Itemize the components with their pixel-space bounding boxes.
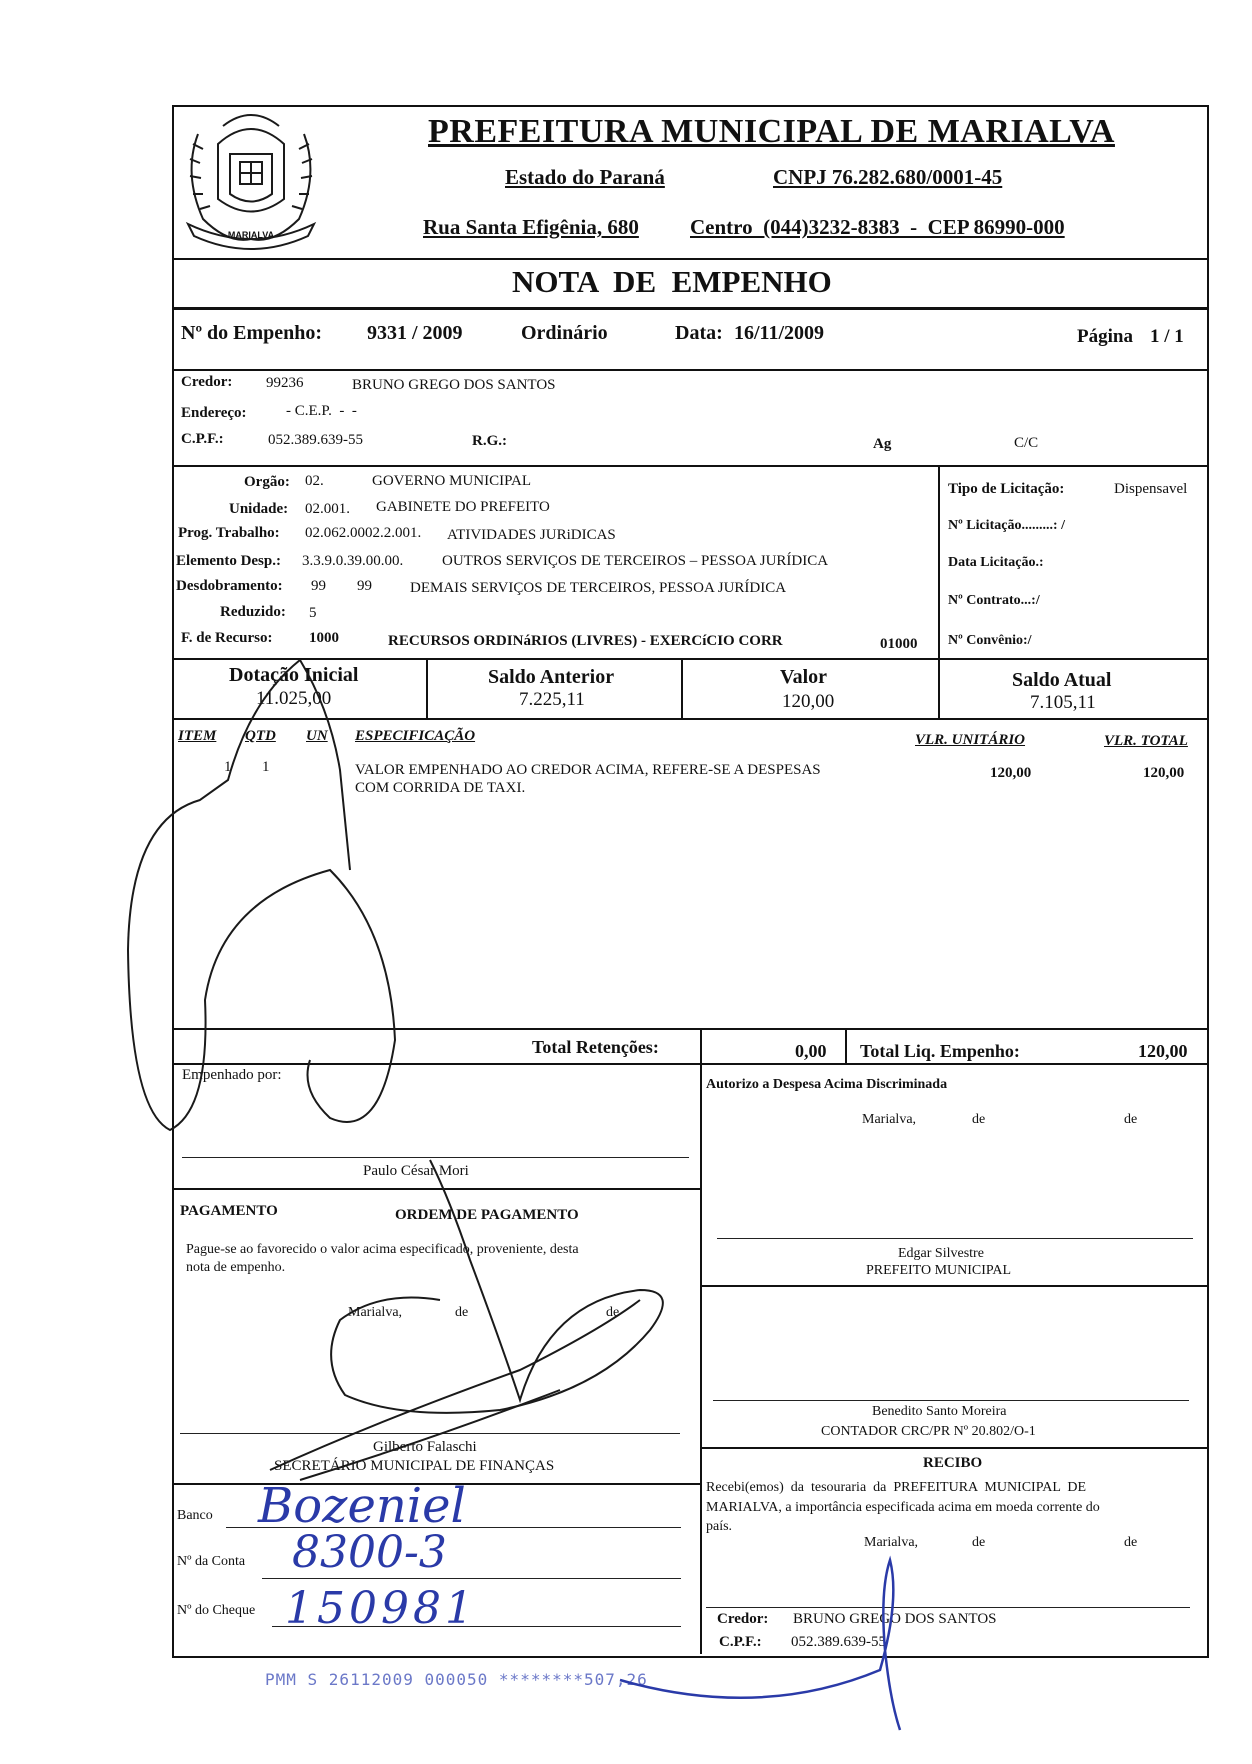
saldo-anterior-label: Saldo Anterior	[488, 666, 615, 688]
secretario-name: Gilberto Falaschi	[373, 1439, 477, 1455]
col-header-qtd: QTD	[245, 728, 276, 744]
empenho-date-label: Data:	[675, 322, 723, 344]
banco-value: Bozeniel	[258, 1478, 466, 1534]
cc-label: C/C	[1014, 435, 1039, 451]
col-header-vlr-unitario: VLR. UNITÁRIO	[915, 732, 1026, 748]
orgao-label: Orgão:	[244, 474, 290, 490]
recibo-text1: Recebi(emos) da tesouraria da PREFEITURA MUNICIPAL DE	[706, 1480, 1087, 1495]
valor-label: Valor	[780, 666, 828, 688]
empenho-date-value: 16/11/2009	[734, 322, 825, 344]
total-liq-value: 120,00	[1138, 1041, 1188, 1061]
prog-name: ATIVIDADES JURiDICAS	[447, 527, 616, 543]
autorizo-de1: de	[972, 1112, 986, 1127]
recibo-de1: de	[972, 1535, 986, 1550]
prefeito-role: PREFEITO MUNICIPAL	[866, 1263, 1012, 1278]
num-contrato: Nº Contrato...:/	[948, 593, 1040, 608]
prog-code: 02.062.0002.2.001.	[305, 525, 422, 541]
page-value: 1 / 1	[1150, 326, 1184, 347]
total-retencoes-value: 0,00	[795, 1041, 827, 1061]
tipo-licitacao-label: Tipo de Licitação:	[948, 481, 1065, 497]
autorizo-place: Marialva,	[862, 1112, 917, 1127]
fonte-code: 1000	[309, 630, 339, 646]
col-header-vlr-total: VLR. TOTAL	[1104, 733, 1188, 749]
empenho-number-label: Nº do Empenho:	[181, 322, 323, 344]
desd-code2: 99	[357, 578, 372, 594]
fonte-label: F. de Recurso:	[181, 630, 273, 646]
empenhado-label: Empenhado por:	[182, 1067, 282, 1083]
pagamento-de1: de	[455, 1305, 469, 1320]
crest-banner-text: MARIALVA	[227, 230, 275, 240]
elem-name: OUTROS SERVIÇOS DE TERCEIROS – PESSOA JURÍDICA	[442, 553, 829, 569]
prefeito-name: Edgar Silvestre	[898, 1246, 984, 1261]
desd-code1: 99	[311, 578, 326, 594]
row-item: 1	[224, 759, 232, 775]
recibo-title: RECIBO	[923, 1455, 983, 1471]
contador-name: Benedito Santo Moreira	[872, 1404, 1007, 1419]
orgao-name: GOVERNO MUNICIPAL	[372, 473, 532, 489]
orgao-code: 02.	[305, 473, 324, 489]
conta-label: Nº da Conta	[177, 1554, 246, 1569]
header-state: Estado do Paraná	[505, 165, 665, 189]
reduzido-label: Reduzido:	[220, 604, 286, 620]
mechanical-stamp: PMM S 26112009 000050 ********507,26	[265, 1670, 648, 1689]
recibo-text2: MARIALVA, a importância especificada acima em moeda corrente do	[706, 1500, 1100, 1515]
cheque-value: 150981	[285, 1583, 477, 1634]
row-qtd: 1	[262, 759, 270, 775]
fonte-num: 01000	[880, 636, 918, 652]
pagamento-text1: Pague-se ao favorecido o valor acima especificado, proveniente, desta	[186, 1242, 579, 1257]
total-liq-label: Total Liq. Empenho:	[860, 1041, 1020, 1061]
saldo-atual-value: 7.105,11	[1030, 692, 1096, 713]
cpf-value: 052.389.639-55	[268, 432, 363, 448]
empenho-type: Ordinário	[521, 322, 608, 344]
ordem-pagamento-label: ORDEM DE PAGAMENTO	[395, 1207, 579, 1223]
row-desc-line1: VALOR EMPENHADO AO CREDOR ACIMA, REFERE-SE A DESPESAS	[355, 762, 821, 778]
tipo-licitacao-value: Dispensavel	[1114, 481, 1188, 497]
pagamento-de2: de	[606, 1305, 620, 1320]
pagamento-text2: nota de empenho.	[186, 1260, 286, 1275]
recibo-credor-value: BRUNO GREGO DOS SANTOS	[793, 1611, 997, 1627]
dotacao-value: 11.025,00	[256, 688, 332, 709]
unidade-label: Unidade:	[229, 501, 289, 517]
cpf-label: C.P.F.:	[181, 431, 224, 447]
elem-code: 3.3.9.0.39.00.00.	[302, 553, 404, 569]
recibo-text3: país.	[706, 1519, 733, 1534]
contador-role: CONTADOR CRC/PR Nº 20.802/O-1	[821, 1424, 1036, 1439]
valor-value: 120,00	[782, 691, 835, 712]
empenhado-name: Paulo César Mori	[363, 1163, 469, 1179]
reduzido-value: 5	[309, 605, 317, 621]
row-total: 120,00	[1143, 765, 1185, 781]
autorizo-de2: de	[1124, 1112, 1138, 1127]
saldo-atual-label: Saldo Atual	[1012, 669, 1112, 691]
data-licitacao: Data Licitação.:	[948, 555, 1044, 570]
recibo-cpf-label: C.P.F.:	[719, 1634, 762, 1650]
unidade-name: GABINETE DO PREFEITO	[376, 499, 550, 515]
credor-label: Credor:	[181, 374, 233, 390]
header-title: PREFEITURA MUNICIPAL DE MARIALVA	[428, 113, 1115, 150]
recibo-de2: de	[1124, 1535, 1138, 1550]
cheque-label: Nº do Cheque	[177, 1603, 256, 1618]
num-licitacao: Nº Licitação.........: /	[948, 518, 1065, 533]
doc-title: NOTA DE EMPENHO	[512, 264, 832, 299]
rg-label: R.G.:	[472, 433, 507, 449]
pagamento-label: PAGAMENTO	[180, 1203, 278, 1219]
header-cnpj: CNPJ 76.282.680/0001-45	[773, 165, 1003, 189]
endereco-label: Endereço:	[181, 405, 247, 421]
row-unit: 120,00	[990, 765, 1032, 781]
autorizo-label: Autorizo a Despesa Acima Discriminada	[706, 1077, 948, 1092]
header-phone-cep: Centro (044)3232-8383 - CEP 86990-000	[690, 215, 1065, 239]
unidade-code: 02.001.	[305, 501, 350, 517]
pagamento-place: Marialva,	[348, 1305, 403, 1320]
fonte-name: RECURSOS ORDINáRIOS (LIVRES) - EXERCíCIO CORR	[388, 633, 783, 649]
prog-label: Prog. Trabalho:	[178, 525, 280, 541]
recibo-cpf-value: 052.389.639-55	[791, 1634, 886, 1650]
endereco-value: - C.E.P. - -	[286, 403, 357, 419]
page-label: Página	[1077, 326, 1133, 347]
saldo-anterior-value: 7.225,11	[519, 689, 585, 710]
municipal-crest	[178, 104, 324, 254]
banco-label: Banco	[177, 1508, 213, 1523]
secretario-role: SECRETÁRIO MUNICIPAL DE FINANÇAS	[274, 1458, 555, 1474]
recibo-credor-label: Credor:	[717, 1611, 769, 1627]
empenho-number-value: 9331 / 2009	[367, 322, 463, 344]
total-retencoes-label: Total Retenções:	[532, 1037, 659, 1057]
dotacao-label: Dotação Inicial	[229, 664, 359, 686]
col-header-especificacao: ESPECIFICAÇÃO	[355, 728, 476, 744]
ag-label: Ag	[873, 436, 892, 452]
conta-value: 8300-3	[292, 1527, 447, 1578]
col-header-item: ITEM	[178, 728, 217, 744]
num-convenio: Nº Convênio:/	[948, 633, 1032, 648]
desd-name: DEMAIS SERVIÇOS DE TERCEIROS, PESSOA JURÍDICA	[410, 580, 787, 596]
header-address: Rua Santa Efigênia, 680	[423, 215, 639, 239]
row-desc-line2: COM CORRIDA DE TAXI.	[355, 780, 526, 796]
col-header-un: UN	[306, 728, 328, 744]
credor-name: BRUNO GREGO DOS SANTOS	[352, 377, 556, 393]
desd-label: Desdobramento:	[176, 578, 283, 594]
elem-label: Elemento Desp.:	[176, 553, 281, 569]
recibo-place: Marialva,	[864, 1535, 919, 1550]
credor-code: 99236	[266, 375, 304, 391]
